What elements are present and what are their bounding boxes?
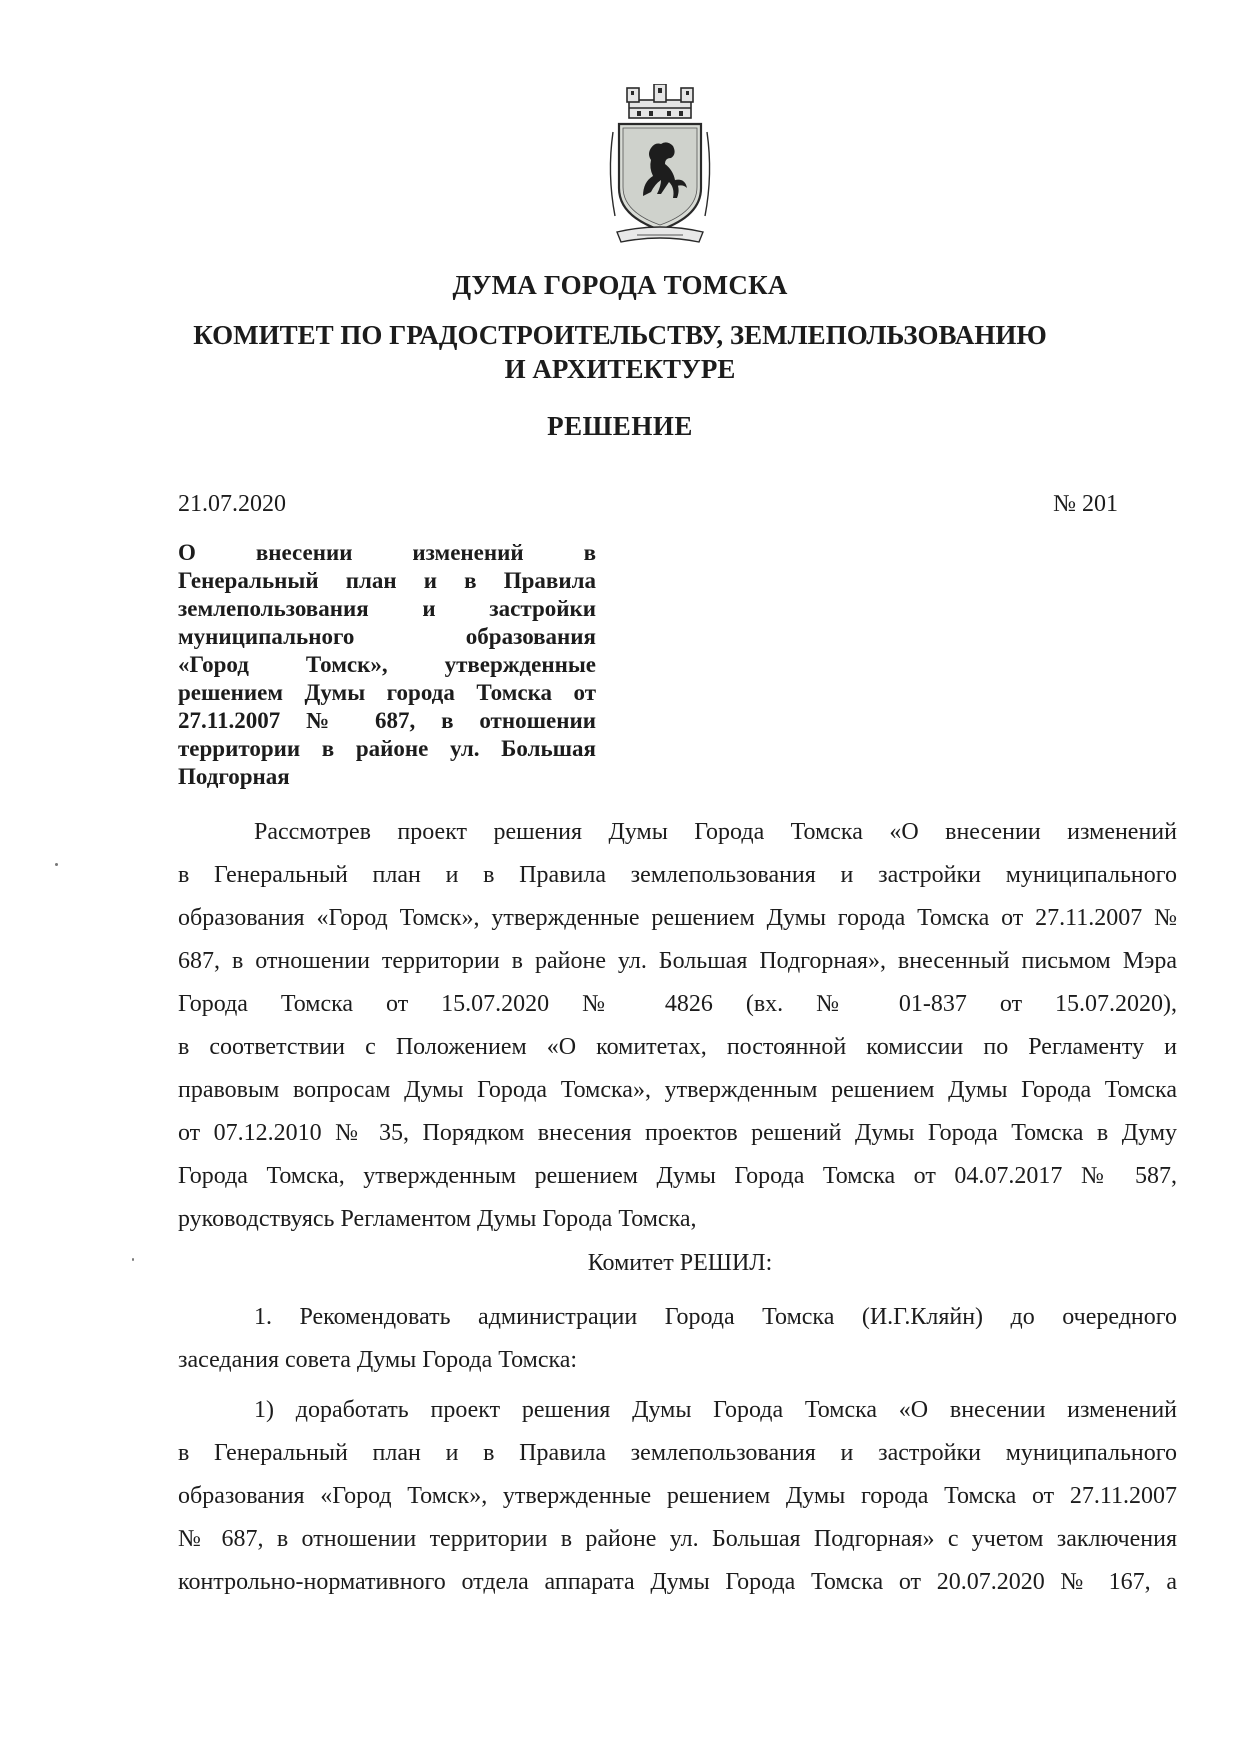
item-1-1-paragraph xyxy=(178,1389,1177,1604)
subject-line: территории в районе ул. Большая xyxy=(178,736,596,761)
committee-title-line-2: И АРХИТЕКТУРЕ xyxy=(504,354,736,384)
preamble-line: руководствуясь Регламентом Думы Города Томска, xyxy=(178,1206,697,1232)
document-type: РЕШЕНИЕ xyxy=(547,411,693,441)
subject-line: 27.11.2007 № 687, в отношении xyxy=(178,708,596,733)
subject-line: Подгорная xyxy=(178,764,290,789)
subject-line: Генеральный план и в Правила xyxy=(178,568,596,593)
item-1-1-line: 1) доработать проект решения Думы Города Томска «О внесении изменений xyxy=(254,1397,1177,1423)
committee-title-line-1: КОМИТЕТ ПО ГРАДОСТРОИТЕЛЬСТВУ, ЗЕМЛЕПОЛЬЗОВАНИЮ xyxy=(193,320,1047,350)
decision-subject xyxy=(178,539,596,791)
preamble-line: в соответствии с Положением «О комитетах, постоянной комиссии по Регламенту и xyxy=(178,1034,1177,1060)
resolved-heading: Комитет РЕШИЛ: xyxy=(587,1250,773,1276)
subject-line: муниципального образования xyxy=(178,624,596,649)
subject-line: О внесении изменений в xyxy=(178,540,596,565)
subject-line: землепользования и застройки xyxy=(178,596,596,621)
item-1-1-line: контрольно-нормативного отдела аппарата Думы Города Томска от 20.07.2020 № 167, а xyxy=(178,1569,1177,1595)
scan-speck xyxy=(132,1258,134,1261)
item-1-line: 1. Рекомендовать администрации Города Томска (И.Г.Кляйн) до очередного xyxy=(254,1304,1177,1330)
preamble-line: образования «Город Томск», утвержденные решением Думы города Томска от 27.11.2007 № xyxy=(178,905,1177,931)
preamble-line: Города Томска, утвержденным решением Думы Города Томска от 04.07.2017 № 587, xyxy=(178,1163,1177,1189)
committee-title xyxy=(140,318,1100,386)
preamble-line: в Генеральный план и в Правила землепользования и застройки муниципального xyxy=(178,862,1177,888)
preamble-paragraph xyxy=(178,811,1177,1241)
preamble-line: Города Томска от 15.07.2020 № 4826 (вх. № 01-837 от 15.07.2020), xyxy=(178,991,1177,1017)
preamble-line: Рассмотрев проект решения Думы Города Томска «О внесении изменений xyxy=(254,819,1177,845)
preamble-line: от 07.12.2010 № 35, Порядком внесения проектов решений Думы Города Томска в Думу xyxy=(178,1120,1177,1146)
item-1-line: заседания совета Думы Города Томска: xyxy=(178,1347,578,1373)
scan-speck xyxy=(55,863,58,866)
decision-number: № 201 xyxy=(1053,491,1118,517)
item-1-paragraph xyxy=(178,1296,1177,1382)
preamble-line: правовым вопросам Думы Города Томска», утвержденным решением Думы Города Томска xyxy=(178,1077,1177,1103)
duma-title: ДУМА ГОРОДА ТОМСКА xyxy=(452,270,788,300)
subject-line: решением Думы города Томска от xyxy=(178,680,596,705)
item-1-1-line: в Генеральный план и в Правила землепользования и застройки муниципального xyxy=(178,1440,1177,1466)
item-1-1-line: образования «Город Томск», утвержденные решением Думы города Томска от 27.11.2007 xyxy=(178,1483,1177,1509)
decision-date: 21.07.2020 xyxy=(178,491,286,517)
subject-line: «Город Томск», утвержденные xyxy=(178,652,596,677)
preamble-line: 687, в отношении территории в районе ул. Большая Подгорная», внесенный письмом Мэра xyxy=(178,948,1177,974)
item-1-1-line: № 687, в отношении территории в районе ул. Большая Подгорная» с учетом заключения xyxy=(178,1526,1177,1552)
tomsk-coat-of-arms-icon xyxy=(603,84,717,250)
